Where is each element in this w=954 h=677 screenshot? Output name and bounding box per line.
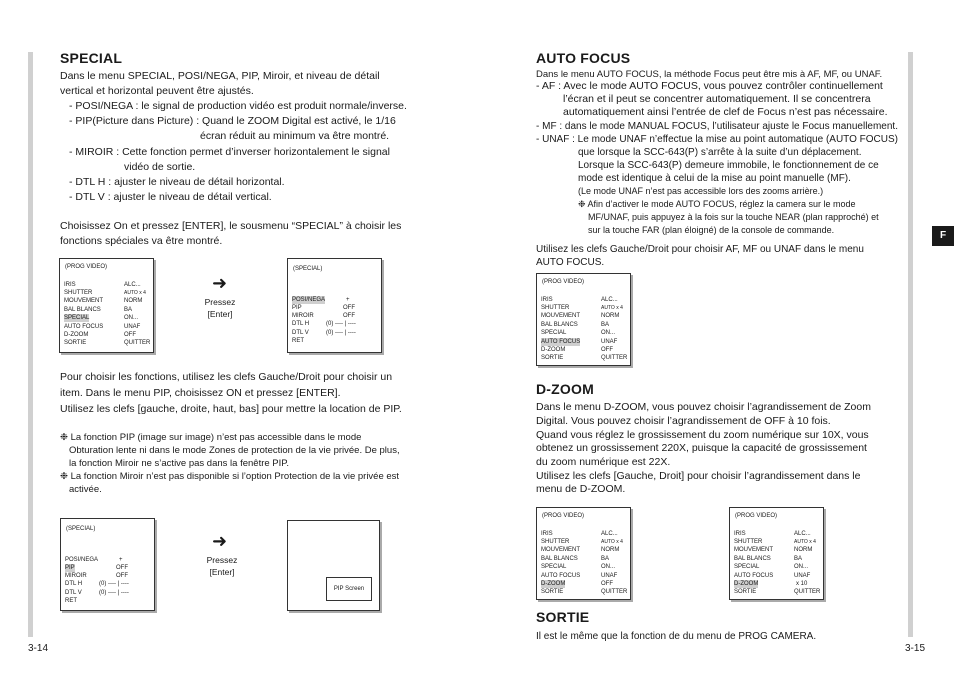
menu-item: IRIS bbox=[734, 531, 746, 537]
menu-value: + bbox=[119, 557, 123, 563]
menu-item: SPECIAL bbox=[541, 330, 567, 336]
menu-value: (0) ---- | ---- bbox=[99, 590, 129, 596]
af-line: - UNAF : Le mode UNAF n’effectue la mise au point automatique (AUTO FOCUS) bbox=[536, 134, 898, 145]
special-heading: SPECIAL bbox=[60, 50, 123, 66]
special-line: Utilisez les clefs [gauche, droite, haut, bas] pour mettre la location de PIP. bbox=[60, 403, 402, 415]
special-line: item. Dans le menu PIP, choisissez ON et pressez [ENTER]. bbox=[60, 387, 341, 399]
menu-item: DTL V bbox=[292, 330, 309, 336]
menu-item: DTL H bbox=[65, 581, 83, 587]
note-line: ❉ La fonction Miroir n’est pas disponible si l’option Protection de la vie privée est bbox=[60, 471, 400, 482]
page-number-right: 3-15 bbox=[905, 643, 926, 654]
menu-value: ON... bbox=[794, 564, 809, 570]
menu-item: SHUTTER bbox=[541, 539, 570, 545]
menu-item: MOUVEMENT bbox=[541, 313, 580, 319]
menu-item: SORTIE bbox=[541, 589, 564, 595]
right-margin-bar bbox=[908, 52, 913, 637]
menu-value: NORM bbox=[124, 298, 143, 304]
menu-value: ON... bbox=[601, 330, 616, 336]
menu-value: UNAF bbox=[124, 324, 141, 330]
dzoom-line: Utilisez les clefs [Gauche, Droit] pour choisir l’agrandissement dans le bbox=[536, 470, 861, 482]
press-label: [Enter] bbox=[207, 309, 233, 319]
page-number-left: 3-14 bbox=[28, 643, 49, 654]
menu-value: BA bbox=[794, 556, 803, 562]
menu-value: BA bbox=[601, 322, 610, 328]
dzoom-line: menu de D-ZOOM. bbox=[536, 483, 626, 495]
auto-focus-heading: AUTO FOCUS bbox=[536, 50, 631, 66]
menu-item: MOUVEMENT bbox=[64, 298, 103, 304]
special-line: - MIROIR : Cette fonction permet d’inverser horizontalement le signal bbox=[69, 146, 390, 158]
menu-value: + bbox=[346, 297, 350, 303]
menu-item: SORTIE bbox=[734, 589, 757, 595]
sortie-text: Il est le même que la fonction de du menu de PROG CAMERA. bbox=[536, 631, 817, 642]
menu-value: NORM bbox=[601, 547, 620, 553]
menu-item: RET bbox=[65, 598, 77, 604]
menu-item-selected: AUTO FOCUS bbox=[541, 339, 581, 345]
af-line: sur la touche FAR (plan éloigné) de la console de commande. bbox=[588, 225, 835, 235]
menu-value: (0) ---- | ---- bbox=[326, 321, 356, 327]
special-line: fonctions spéciales va être montré. bbox=[60, 235, 223, 247]
arrow-right-icon: ➜ bbox=[212, 273, 228, 293]
af-line: AUTO FOCUS. bbox=[536, 257, 605, 268]
special-line: - DTL V : ajuster le niveau de détail vertical. bbox=[69, 191, 272, 203]
note-line: Obturation lente ni dans le mode Zones de protection de la vie privée. De plus, bbox=[69, 445, 400, 456]
menu-item: MOUVEMENT bbox=[734, 547, 773, 553]
menu-item: BAL BLANCS bbox=[541, 322, 578, 328]
left-margin-bar bbox=[28, 52, 33, 637]
note-line: ❉ La fonction PIP (image sur image) n’est pas accessible dans le mode bbox=[60, 432, 362, 443]
menu-title: (PROG VIDEO) bbox=[542, 279, 585, 285]
menu-value: OFF bbox=[601, 347, 613, 353]
menu-item: DTL V bbox=[65, 590, 82, 596]
menu-value: QUITTER bbox=[794, 589, 821, 595]
menu-item: D-ZOOM bbox=[541, 347, 566, 353]
menu-item: D-ZOOM bbox=[64, 332, 89, 338]
menu-value: NORM bbox=[601, 313, 620, 319]
special-line: - PIP(Picture dans Picture) : Quand le ZOOM Digital est activé, le 1/16 bbox=[69, 115, 396, 127]
pip-screen-window: PIP Screen bbox=[326, 577, 372, 601]
menu-value: x 10 bbox=[796, 581, 808, 587]
menu-value: QUITTER bbox=[124, 340, 151, 346]
menu-item: SPECIAL bbox=[541, 564, 567, 570]
af-line: l’écran et il peut se concentrer automatiquement. Il se concentrera bbox=[563, 93, 871, 105]
press-label: [Enter] bbox=[209, 567, 235, 577]
prog-video-menu-dzoom-x10 bbox=[729, 507, 824, 600]
menu-item-selected: D-ZOOM bbox=[734, 581, 759, 587]
menu-item: SHUTTER bbox=[64, 290, 93, 296]
dzoom-line: Digital. Vous pouvez choisir l’agrandissement de OFF à 10 fois. bbox=[536, 415, 831, 427]
menu-title: (PROG VIDEO) bbox=[735, 513, 778, 519]
menu-item: BAL BLANCS bbox=[734, 556, 771, 562]
menu-item-selected: POSI/NEGA bbox=[292, 297, 326, 303]
menu-item: IRIS bbox=[64, 282, 76, 288]
special-line: Dans le menu SPECIAL, POSI/NEGA, PIP, Miroir, et niveau de détail bbox=[60, 70, 380, 82]
menu-item-selected: D-ZOOM bbox=[541, 581, 566, 587]
af-line: ❉ Afin d’activer le mode AUTO FOCUS, réglez la camera sur le mode bbox=[578, 199, 856, 209]
menu-item: BAL BLANCS bbox=[64, 307, 101, 313]
menu-value: OFF bbox=[124, 332, 136, 338]
menu-item: DTL H bbox=[292, 321, 310, 327]
menu-item: MIROIR bbox=[292, 313, 314, 319]
menu-item: SORTIE bbox=[64, 340, 87, 346]
special-line: vidéo de sortie. bbox=[124, 161, 196, 173]
menu-value: (0) ---- | ---- bbox=[326, 330, 356, 336]
menu-item: AUTO FOCUS bbox=[541, 573, 581, 579]
af-line: mode est identique à celui de la mise au point manuelle (MF). bbox=[578, 173, 851, 184]
menu-item-selected: PIP bbox=[65, 565, 75, 571]
menu-item: SHUTTER bbox=[734, 539, 763, 545]
special-line: écran réduit au minimum va être montré. bbox=[200, 130, 390, 142]
menu-value: BA bbox=[124, 307, 133, 313]
menu-item: IRIS bbox=[541, 297, 553, 303]
menu-value: ALC... bbox=[601, 531, 618, 537]
menu-item-selected: SPECIAL bbox=[64, 315, 90, 321]
menu-value: NORM bbox=[794, 547, 813, 553]
af-line: - AF : Avec le mode AUTO FOCUS, vous pouvez contrôler continuellement bbox=[536, 80, 883, 92]
menu-item: RET bbox=[292, 338, 304, 344]
af-line: Dans le menu AUTO FOCUS, la méthode Focus peut être mis à AF, MF, ou UNAF. bbox=[536, 69, 883, 80]
special-line: - DTL H : ajuster le niveau de détail horizontal. bbox=[69, 176, 285, 188]
af-line: automatiquement ainsi l’entrée de clef de Focus n’est pas nécessaire. bbox=[563, 106, 888, 118]
menu-title: (PROG VIDEO) bbox=[542, 513, 585, 519]
menu-value: OFF bbox=[116, 573, 128, 579]
dzoom-line: Quand vous réglez le grossissement du zoom numérique sur 10X, vous bbox=[536, 429, 869, 441]
af-line: MF/UNAF, puis appuyez à la fois sur la touche NEAR (plan rapproché) et bbox=[588, 212, 879, 222]
prog-video-menu-af bbox=[536, 273, 631, 366]
menu-value: QUITTER bbox=[601, 589, 628, 595]
menu-value: ON... bbox=[601, 564, 616, 570]
menu-item: POSI/NEGA bbox=[65, 557, 99, 563]
menu-value: OFF bbox=[601, 581, 613, 587]
menu-title: (PROG VIDEO) bbox=[65, 264, 108, 270]
af-line: (Le mode UNAF n’est pas accessible lors des zooms arrière.) bbox=[578, 186, 824, 196]
menu-value: OFF bbox=[343, 305, 355, 311]
special-line: Pour choisir les fonctions, utilisez les clefs Gauche/Droit pour choisir un bbox=[60, 371, 393, 383]
dzoom-line: obtenez un grossissement 220X, puisque la capacité de grossissement bbox=[536, 442, 867, 454]
note-line: activée. bbox=[69, 484, 102, 495]
special-menu bbox=[287, 258, 382, 353]
menu-value: ALC... bbox=[124, 282, 141, 288]
menu-item: SORTIE bbox=[541, 355, 564, 361]
menu-title: (SPECIAL) bbox=[66, 526, 96, 532]
menu-item: MIROIR bbox=[65, 573, 87, 579]
dzoom-line: Dans le menu D-ZOOM, vous pouvez choisir l’agrandissement de Zoom bbox=[536, 401, 871, 413]
section-tab: F bbox=[932, 226, 954, 246]
menu-value: UNAF bbox=[601, 573, 618, 579]
menu-title: (SPECIAL) bbox=[293, 266, 323, 272]
menu-value: OFF bbox=[343, 313, 355, 319]
menu-item: SPECIAL bbox=[734, 564, 760, 570]
menu-value: AUTO x 4 bbox=[601, 305, 623, 311]
menu-value: QUITTER bbox=[601, 355, 628, 361]
menu-item: BAL BLANCS bbox=[541, 556, 578, 562]
menu-value: OFF bbox=[116, 565, 128, 571]
menu-value: AUTO x 4 bbox=[601, 539, 623, 545]
note-line: la fonction Miroir ne s’active pas dans la fenêtre PIP. bbox=[69, 458, 290, 469]
menu-item: AUTO FOCUS bbox=[734, 573, 774, 579]
menu-value: UNAF bbox=[601, 339, 618, 345]
menu-value: BA bbox=[601, 556, 610, 562]
arrow-right-icon: ➜ bbox=[212, 531, 228, 551]
af-line: Lorsque la SCC-643(P) demeure immobile, le fonctionnement de ce bbox=[578, 160, 879, 171]
special-menu-pip bbox=[60, 518, 155, 611]
menu-value: ALC... bbox=[601, 297, 618, 303]
menu-value: ALC... bbox=[794, 531, 811, 537]
af-line: que lorsque la SCC-643(P) s’arrête à la suite d’un déplacement. bbox=[578, 147, 862, 158]
special-line: - POSI/NEGA : le signal de production vidéo est produit normale/inverse. bbox=[69, 100, 407, 112]
menu-value: UNAF bbox=[794, 573, 811, 579]
menu-item: PIP bbox=[292, 305, 302, 311]
menu-item: SHUTTER bbox=[541, 305, 570, 311]
dzoom-line: du zoom numérique est 22X. bbox=[536, 456, 671, 468]
menu-value: (0) ---- | ---- bbox=[99, 581, 129, 587]
menu-value: AUTO x 4 bbox=[794, 539, 816, 545]
sortie-heading: SORTIE bbox=[536, 609, 590, 625]
press-label: Pressez bbox=[204, 297, 236, 307]
special-line: vertical et horizontal peuvent être ajustés. bbox=[60, 85, 254, 97]
prog-video-menu-dzoom-off bbox=[536, 507, 631, 600]
menu-item: AUTO FOCUS bbox=[64, 324, 104, 330]
prog-video-menu bbox=[59, 258, 154, 353]
d-zoom-heading: D-ZOOM bbox=[536, 381, 594, 397]
menu-item: IRIS bbox=[541, 531, 553, 537]
af-line: Utilisez les clefs Gauche/Droit pour choisir AF, MF ou UNAF dans le menu bbox=[536, 244, 864, 255]
press-label: Pressez bbox=[206, 555, 238, 565]
af-line: - MF : dans le mode MANUAL FOCUS, l’utilisateur ajuste le Focus manuellement. bbox=[536, 121, 898, 132]
menu-value: AUTO x 4 bbox=[124, 290, 146, 296]
special-line: Choisissez On et pressez [ENTER], le sousmenu “SPECIAL” à choisir les bbox=[60, 220, 402, 232]
menu-item: MOUVEMENT bbox=[541, 547, 580, 553]
menu-value: ON... bbox=[124, 315, 139, 321]
